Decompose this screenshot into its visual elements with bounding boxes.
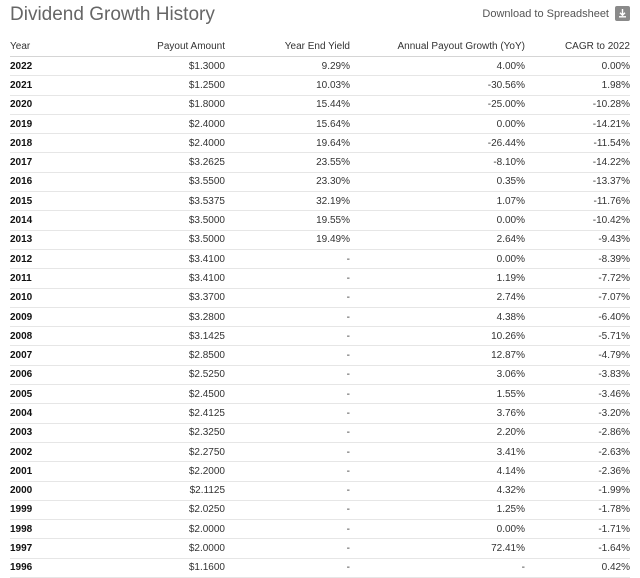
payout-amount-cell: $2.4000 [80, 134, 225, 153]
table-row [10, 172, 630, 191]
year-end-yield-cell: 23.30% [225, 172, 350, 191]
payout-amount-cell: $3.2800 [80, 307, 225, 326]
year-cell: 1997 [10, 539, 80, 558]
annual-growth-cell: 0.35% [350, 172, 525, 191]
annual-growth-cell: 3.06% [350, 365, 525, 384]
annual-growth-cell: 0.00% [350, 114, 525, 133]
year-cell: 2022 [10, 57, 80, 76]
year-end-yield-cell: - [225, 346, 350, 365]
annual-growth-cell: 2.64% [350, 230, 525, 249]
year-end-yield-cell: - [225, 288, 350, 307]
cagr-cell: -7.72% [525, 269, 630, 288]
payout-amount-cell: $3.5500 [80, 172, 225, 191]
year-end-yield-cell: - [225, 327, 350, 346]
payout-amount-cell: $1.1600 [80, 558, 225, 577]
year-cell: 2004 [10, 404, 80, 423]
year-cell: 2015 [10, 192, 80, 211]
annual-growth-cell: 4.32% [350, 481, 525, 500]
cagr-cell: -2.63% [525, 442, 630, 461]
year-end-yield-cell: - [225, 404, 350, 423]
payout-amount-cell: $3.1425 [80, 327, 225, 346]
column-header-payout-amount[interactable]: Payout Amount [80, 36, 225, 57]
cagr-cell: -2.36% [525, 462, 630, 481]
annual-growth-cell: 0.00% [350, 249, 525, 268]
year-cell: 2000 [10, 481, 80, 500]
year-cell: 2020 [10, 95, 80, 114]
year-cell: 2009 [10, 307, 80, 326]
year-cell: 2002 [10, 442, 80, 461]
payout-amount-cell: $1.2500 [80, 76, 225, 95]
payout-amount-cell: $2.1125 [80, 481, 225, 500]
year-cell: 2010 [10, 288, 80, 307]
page-title: Dividend Growth History [10, 4, 215, 25]
year-end-yield-cell: 32.19% [225, 192, 350, 211]
year-cell: 2005 [10, 385, 80, 404]
payout-amount-cell: $3.4100 [80, 269, 225, 288]
cagr-cell: -5.71% [525, 327, 630, 346]
cagr-cell: -11.76% [525, 192, 630, 211]
payout-amount-cell: $3.4100 [80, 249, 225, 268]
payout-amount-cell: $3.5375 [80, 192, 225, 211]
year-cell: 2016 [10, 172, 80, 191]
column-header-cagr[interactable]: CAGR to 2022 [525, 36, 630, 57]
table-row [10, 385, 630, 404]
annual-growth-cell: 3.76% [350, 404, 525, 423]
table-row [10, 269, 630, 288]
cagr-cell: 0.00% [525, 57, 630, 76]
cagr-cell: -1.99% [525, 481, 630, 500]
payout-amount-cell: $1.3000 [80, 57, 225, 76]
payout-amount-cell: $2.4500 [80, 385, 225, 404]
payout-amount-cell: $2.0250 [80, 500, 225, 519]
table-header-row [10, 36, 630, 57]
dividend-history-table [10, 36, 630, 578]
year-end-yield-cell: - [225, 307, 350, 326]
cagr-cell: -11.54% [525, 134, 630, 153]
payout-amount-cell: $3.5000 [80, 211, 225, 230]
year-end-yield-cell: - [225, 365, 350, 384]
year-end-yield-cell: - [225, 558, 350, 577]
year-cell: 2012 [10, 249, 80, 268]
table-row [10, 134, 630, 153]
year-cell: 1996 [10, 558, 80, 577]
year-end-yield-cell: - [225, 442, 350, 461]
annual-growth-cell: -26.44% [350, 134, 525, 153]
year-end-yield-cell: 19.55% [225, 211, 350, 230]
year-end-yield-cell: - [225, 423, 350, 442]
annual-growth-cell: 72.41% [350, 539, 525, 558]
cagr-cell: -4.79% [525, 346, 630, 365]
payout-amount-cell: $2.2750 [80, 442, 225, 461]
payout-amount-cell: $3.2625 [80, 153, 225, 172]
annual-growth-cell: 10.26% [350, 327, 525, 346]
payout-amount-cell: $3.3700 [80, 288, 225, 307]
table-row [10, 288, 630, 307]
year-cell: 2014 [10, 211, 80, 230]
year-end-yield-cell: 15.44% [225, 95, 350, 114]
cagr-cell: -1.78% [525, 500, 630, 519]
annual-growth-cell: 12.87% [350, 346, 525, 365]
table-row [10, 346, 630, 365]
annual-growth-cell: -25.00% [350, 95, 525, 114]
table-row [10, 249, 630, 268]
payout-amount-cell: $2.0000 [80, 539, 225, 558]
annual-growth-cell: 4.00% [350, 57, 525, 76]
table-row [10, 307, 630, 326]
year-cell: 2001 [10, 462, 80, 481]
year-cell: 2017 [10, 153, 80, 172]
annual-growth-cell: 2.74% [350, 288, 525, 307]
payout-amount-cell: $2.4000 [80, 114, 225, 133]
year-end-yield-cell: - [225, 462, 350, 481]
year-end-yield-cell: 9.29% [225, 57, 350, 76]
column-header-annual-payout-growth[interactable]: Annual Payout Growth (YoY) [350, 36, 525, 57]
cagr-cell: 1.98% [525, 76, 630, 95]
cagr-cell: -7.07% [525, 288, 630, 307]
annual-growth-cell: 4.14% [350, 462, 525, 481]
table-row [10, 327, 630, 346]
cagr-cell: -9.43% [525, 230, 630, 249]
year-cell: 2007 [10, 346, 80, 365]
cagr-cell: -14.22% [525, 153, 630, 172]
cagr-cell: 0.42% [525, 558, 630, 577]
annual-growth-cell: 2.20% [350, 423, 525, 442]
year-cell: 2018 [10, 134, 80, 153]
table-row [10, 76, 630, 95]
year-cell: 2008 [10, 327, 80, 346]
table-body [10, 57, 630, 578]
payout-amount-cell: $2.8500 [80, 346, 225, 365]
annual-growth-cell: -30.56% [350, 76, 525, 95]
cagr-cell: -2.86% [525, 423, 630, 442]
cagr-cell: -1.71% [525, 520, 630, 539]
table-row [10, 211, 630, 230]
payout-amount-cell: $2.2000 [80, 462, 225, 481]
page-header [0, 0, 640, 36]
payout-amount-cell: $3.5000 [80, 230, 225, 249]
annual-growth-cell: 4.38% [350, 307, 525, 326]
table-row [10, 404, 630, 423]
table-row [10, 481, 630, 500]
annual-growth-cell: 3.41% [350, 442, 525, 461]
download-spreadsheet-button[interactable] [482, 6, 630, 21]
cagr-cell: -3.46% [525, 385, 630, 404]
year-end-yield-cell: - [225, 481, 350, 500]
year-cell: 2006 [10, 365, 80, 384]
cagr-cell: -14.21% [525, 114, 630, 133]
cagr-cell: -13.37% [525, 172, 630, 191]
annual-growth-cell: 1.55% [350, 385, 525, 404]
year-end-yield-cell: - [225, 539, 350, 558]
year-cell: 1999 [10, 500, 80, 519]
table-row [10, 95, 630, 114]
table-row [10, 192, 630, 211]
year-cell: 2013 [10, 230, 80, 249]
cagr-cell: -1.64% [525, 539, 630, 558]
year-cell: 2003 [10, 423, 80, 442]
year-end-yield-cell: 23.55% [225, 153, 350, 172]
download-label: Download to Spreadsheet [482, 7, 609, 20]
table-row [10, 57, 630, 76]
year-end-yield-cell: 10.03% [225, 76, 350, 95]
table-row [10, 365, 630, 384]
year-cell: 1998 [10, 520, 80, 539]
year-end-yield-cell: - [225, 249, 350, 268]
payout-amount-cell: $2.0000 [80, 520, 225, 539]
column-header-year[interactable]: Year [10, 36, 80, 57]
cagr-cell: -10.28% [525, 95, 630, 114]
table-row [10, 442, 630, 461]
annual-growth-cell: -8.10% [350, 153, 525, 172]
year-end-yield-cell: - [225, 385, 350, 404]
year-end-yield-cell: 19.49% [225, 230, 350, 249]
table-row [10, 423, 630, 442]
table-row [10, 558, 630, 577]
annual-growth-cell: 1.19% [350, 269, 525, 288]
cagr-cell: -8.39% [525, 249, 630, 268]
annual-growth-cell: 0.00% [350, 520, 525, 539]
payout-amount-cell: $2.3250 [80, 423, 225, 442]
annual-growth-cell: 0.00% [350, 211, 525, 230]
year-end-yield-cell: 15.64% [225, 114, 350, 133]
table-row [10, 153, 630, 172]
cagr-cell: -6.40% [525, 307, 630, 326]
year-end-yield-cell: 19.64% [225, 134, 350, 153]
cagr-cell: -3.20% [525, 404, 630, 423]
table-row [10, 500, 630, 519]
table-row [10, 114, 630, 133]
cagr-cell: -10.42% [525, 211, 630, 230]
year-cell: 2011 [10, 269, 80, 288]
year-end-yield-cell: - [225, 500, 350, 519]
payout-amount-cell: $1.8000 [80, 95, 225, 114]
year-cell: 2021 [10, 76, 80, 95]
table-row [10, 462, 630, 481]
column-header-year-end-yield[interactable]: Year End Yield [225, 36, 350, 57]
table-row [10, 230, 630, 249]
year-cell: 2019 [10, 114, 80, 133]
table-row [10, 539, 630, 558]
annual-growth-cell: - [350, 558, 525, 577]
annual-growth-cell: 1.07% [350, 192, 525, 211]
payout-amount-cell: $2.5250 [80, 365, 225, 384]
table-row [10, 520, 630, 539]
annual-growth-cell: 1.25% [350, 500, 525, 519]
download-icon [615, 6, 630, 21]
cagr-cell: -3.83% [525, 365, 630, 384]
payout-amount-cell: $2.4125 [80, 404, 225, 423]
year-end-yield-cell: - [225, 520, 350, 539]
year-end-yield-cell: - [225, 269, 350, 288]
